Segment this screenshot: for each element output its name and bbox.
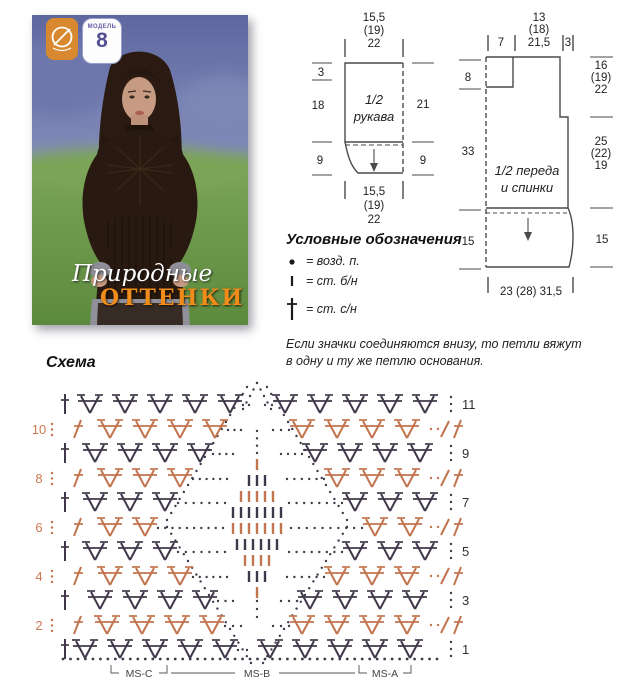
body-right-low: 15	[595, 234, 609, 246]
legend-item-text: = ст. б/н	[306, 274, 358, 288]
legend-item-text: = ст. с/н	[306, 302, 357, 316]
svg-text:7: 7	[462, 495, 470, 510]
legend-note-line2: в одну и ту же петлю основания.	[286, 354, 484, 368]
brand-logo-icon	[49, 24, 75, 54]
crochet-chart	[25, 375, 505, 699]
sleeve-left-top: 3	[317, 67, 325, 79]
body-top-right: 3	[564, 37, 572, 49]
sleeve-right-low: 9	[419, 155, 427, 167]
sleeve-top-width-1: 15,5	[362, 12, 386, 24]
svg-text:4: 4	[35, 569, 43, 584]
body-top-width-2: (18)	[528, 24, 550, 36]
svg-text:MS-C: MS-C	[125, 668, 153, 680]
model-badge-number: 8	[96, 29, 108, 52]
legend-title: Условные обозначения	[286, 231, 462, 248]
sleeve-bottom-width-3: 22	[367, 214, 381, 226]
body-label-2: и спинки	[500, 180, 554, 195]
dc-cross-icon	[286, 297, 306, 321]
model-badge-label: МОДЕЛЬ	[87, 24, 117, 30]
model-photo	[32, 15, 248, 325]
svg-text:8: 8	[35, 471, 43, 486]
chart-title: Схема	[46, 354, 96, 371]
chart-row-3	[61, 590, 469, 610]
foundation-chain-dots	[62, 658, 439, 661]
svg-text:3: 3	[462, 593, 470, 608]
legend-item-dc	[286, 297, 616, 321]
sleeve-top-width-2: (19)	[363, 25, 385, 37]
body-top-width-1: 13	[532, 12, 546, 24]
sleeve-schematic	[290, 5, 470, 230]
chart-row-5	[61, 541, 469, 561]
legend-note	[286, 336, 616, 370]
body-left-mid: 33	[461, 146, 475, 158]
legend-item-text: = возд. п.	[306, 254, 360, 268]
sleeve-label-2: рукава	[353, 109, 395, 124]
svg-text:MS-B: MS-B	[243, 668, 271, 680]
body-right-top-3: 22	[594, 84, 608, 96]
legend-note-line1: Если значки соединяются внизу, то петли вяжут	[286, 337, 582, 351]
sleeve-label-1: 1/2	[364, 92, 384, 107]
body-right-mid-2: (22)	[590, 148, 612, 160]
body-right-mid-3: 19	[594, 160, 608, 172]
sleeve-left-low: 9	[316, 155, 324, 167]
svg-text:MS-A: MS-A	[371, 668, 399, 680]
chart-row-9	[61, 443, 469, 463]
chain-dot-icon	[286, 254, 306, 268]
body-label-1: 1/2 переда	[494, 163, 560, 178]
svg-text:5: 5	[462, 544, 470, 559]
sleeve-left-mid: 18	[311, 100, 325, 112]
chart-row-11	[61, 394, 476, 414]
svg-text:9: 9	[462, 446, 470, 461]
body-left-low: 15	[461, 236, 475, 248]
svg-text:2: 2	[35, 618, 43, 633]
chart-row-10	[32, 420, 463, 438]
body-right-mid-1: 25	[594, 136, 608, 148]
brand-logo-badge	[46, 18, 78, 60]
chart-row-1	[61, 639, 469, 659]
down-arrow	[370, 163, 378, 172]
chart-root	[32, 382, 476, 680]
legend-block	[286, 231, 616, 321]
legend-item-chain	[286, 254, 616, 268]
body-left-top: 8	[464, 72, 472, 84]
crochet-chart-svg	[25, 375, 505, 699]
body-top-left: 7	[497, 37, 505, 49]
motif-brackets	[111, 665, 411, 680]
body-top-width-3: 21,5	[527, 37, 551, 49]
photo-caption-line1: Природные	[72, 261, 213, 287]
sc-bar-icon	[286, 274, 306, 288]
chart-row-2	[35, 616, 463, 634]
body-right-top-2: (19)	[590, 72, 612, 84]
body-bottom-width: 23 (28) 31,5	[499, 286, 563, 298]
svg-text:6: 6	[35, 520, 43, 535]
svg-text:10: 10	[31, 422, 47, 437]
photo-caption-line2: ОТТЕНКИ	[100, 285, 245, 311]
sleeve-right-mid: 21	[416, 99, 430, 111]
svg-text:1: 1	[462, 642, 470, 657]
model-number-badge	[82, 18, 122, 64]
sleeve-bottom-width-1: 15,5	[362, 186, 386, 198]
chart-center-bars	[233, 459, 281, 598]
sleeve-bottom-width-2: (19)	[363, 200, 385, 212]
sleeve-top-width-3: 22	[367, 38, 381, 50]
legend-item-sc	[286, 274, 616, 288]
body-right-top-1: 16	[594, 60, 608, 72]
svg-text:11: 11	[462, 397, 476, 412]
